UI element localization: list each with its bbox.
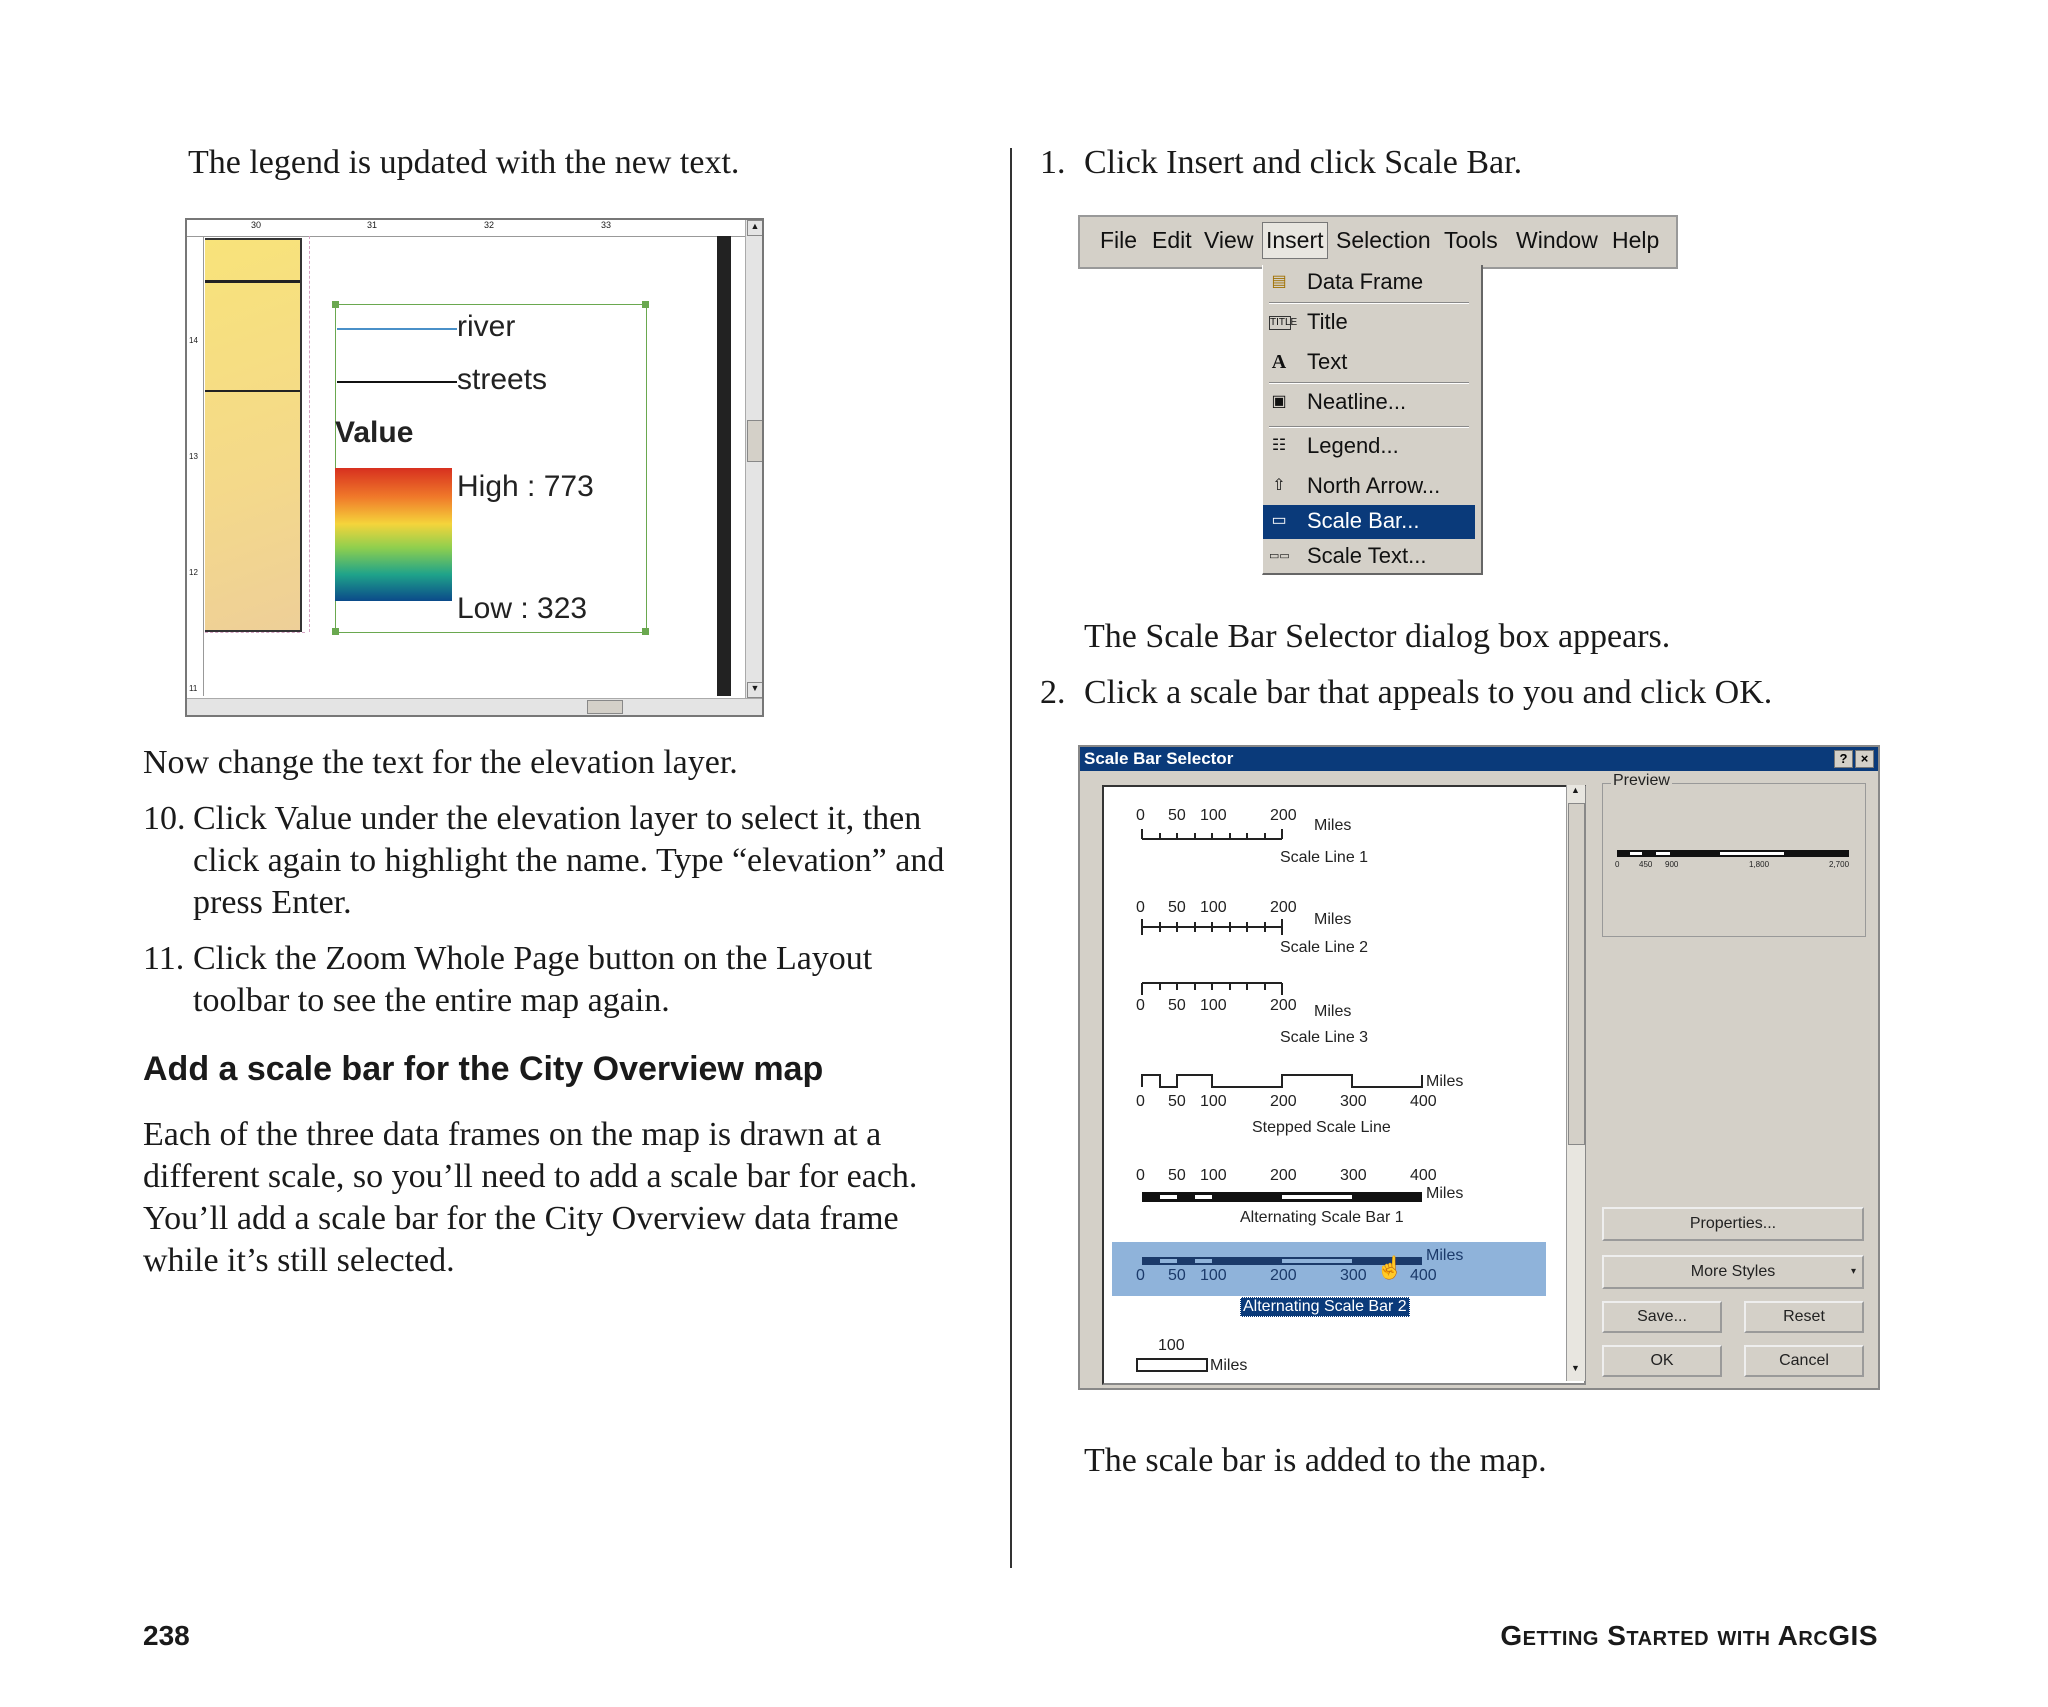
scale-bar-selector-dialog — [1078, 745, 1880, 1390]
help-icon[interactable]: ? — [1834, 750, 1853, 768]
step-line: click again to highlight the name. Type “elevation” and — [193, 842, 945, 879]
tick-label: 0 — [1136, 1093, 1145, 1110]
river-symbol — [337, 328, 457, 330]
step-11 — [143, 938, 1003, 1028]
tick-label: 200 — [1270, 997, 1297, 1014]
body-line: Each of the three data frames on the map is drawn at a — [143, 1116, 882, 1153]
ok-button[interactable]: OK — [1602, 1345, 1722, 1377]
elevation-map-area — [205, 238, 302, 632]
tick-label: 100 — [1200, 1093, 1227, 1110]
tick-label: 50 — [1168, 1267, 1186, 1284]
legend-item-river: river — [457, 310, 516, 343]
ruler-tick: 32 — [484, 220, 495, 230]
menu-item-scale-text[interactable]: ▭▭ Scale Text... — [1269, 543, 1427, 568]
horizontal-scrollbar[interactable] — [187, 698, 762, 715]
body-line: while it’s still selected. — [143, 1242, 455, 1279]
menu-insert[interactable]: Insert — [1262, 222, 1328, 259]
step-10 — [143, 798, 1003, 928]
menu-selection[interactable]: Selection — [1336, 227, 1431, 253]
insert-dropdown — [1262, 265, 1483, 575]
preview-tick: 900 — [1665, 860, 1679, 869]
column-divider — [1010, 148, 1012, 1568]
tick-label: 0 — [1136, 899, 1145, 916]
ruler-tick: 14 — [189, 336, 198, 345]
unit-label: Miles — [1314, 1003, 1352, 1020]
ruler-tick: 11 — [189, 684, 198, 693]
tick-label: 0 — [1136, 997, 1145, 1014]
tick-label: 50 — [1168, 899, 1186, 916]
step-line: toolbar to see the entire map again. — [193, 982, 670, 1019]
scale-bar-name[interactable]: Scale Line 3 — [1280, 1029, 1369, 1046]
neatline-icon: ▣ — [1271, 393, 1287, 410]
preview-tick: 450 — [1639, 860, 1653, 869]
more-styles-button[interactable]: More Styles ▾ — [1602, 1255, 1864, 1289]
top-ruler — [187, 220, 745, 237]
scale-bar-name-selected[interactable]: Alternating Scale Bar 2 — [1240, 1297, 1410, 1317]
preview-label: Preview — [1613, 772, 1670, 789]
preview-tick: 2,700 — [1829, 860, 1850, 869]
scroll-up-icon[interactable]: ▲ — [1571, 785, 1580, 795]
after-menu-text: The Scale Bar Selector dialog box appears. — [1084, 618, 1671, 655]
ruler-tick: 13 — [189, 452, 198, 461]
unit-label: Miles — [1426, 1185, 1464, 1202]
dialog-titlebar — [1080, 747, 1878, 771]
preview-tick: 0 — [1615, 860, 1620, 869]
ruler-tick: 30 — [251, 220, 262, 230]
unit-label: Miles — [1426, 1247, 1464, 1264]
unit-label: Miles — [1426, 1073, 1464, 1090]
menu-item-legend[interactable]: ☷ Legend... — [1263, 430, 1475, 464]
step-2 — [1040, 672, 1940, 716]
scale-bar-name[interactable]: Scale Line 2 — [1280, 939, 1369, 956]
legend-high-label: High : 773 — [457, 470, 594, 503]
legend-caption: The legend is updated with the new text. — [188, 144, 740, 181]
tick-label: 50 — [1168, 1167, 1186, 1184]
menu-window[interactable]: Window — [1516, 227, 1598, 253]
page-number: 238 — [143, 1620, 190, 1651]
scale-text-icon: ▭▭ — [1269, 550, 1290, 562]
streets-symbol — [337, 381, 457, 383]
section-heading: Add a scale bar for the City Overview map — [143, 1050, 824, 1088]
menu-file[interactable]: File — [1100, 227, 1138, 253]
tick-label: 200 — [1270, 1093, 1297, 1110]
ruler-tick: 12 — [189, 568, 198, 577]
scroll-thumb[interactable] — [747, 420, 763, 462]
intro-text: Now change the text for the elevation layer. — [143, 744, 738, 781]
ruler-tick: 31 — [367, 220, 378, 230]
tick-label: 100 — [1200, 1167, 1227, 1184]
tick-label: 100 — [1200, 807, 1227, 824]
scroll-up-icon[interactable]: ▲ — [747, 220, 763, 236]
reset-button[interactable]: Reset — [1744, 1301, 1864, 1333]
cancel-button[interactable]: Cancel — [1744, 1345, 1864, 1377]
menu-item-title[interactable]: TITLE Title — [1270, 309, 1348, 334]
color-ramp — [335, 468, 452, 601]
close-icon[interactable]: × — [1855, 750, 1874, 768]
step-line: press Enter. — [193, 884, 352, 921]
text-icon: A — [1271, 351, 1287, 373]
tick-label: 300 — [1340, 1167, 1367, 1184]
dropdown-arrow-icon: ▾ — [1850, 1266, 1856, 1277]
scale-bar-icon: ▭ — [1271, 512, 1287, 529]
selection-handle[interactable] — [332, 301, 339, 308]
scale-bar-name[interactable]: Scale Line 1 — [1280, 849, 1369, 866]
tick-label: 100 — [1158, 1337, 1185, 1354]
step-number: 11. — [143, 940, 185, 977]
preview-panel — [1602, 772, 1866, 937]
menu-item-neatline[interactable]: ▣ Neatline... — [1263, 386, 1475, 420]
tick-label: 200 — [1270, 1167, 1297, 1184]
body-paragraph — [143, 1114, 917, 1282]
legend-low-label: Low : 323 — [457, 592, 588, 625]
properties-button[interactable]: Properties... — [1602, 1207, 1864, 1241]
left-ruler — [187, 236, 204, 696]
scale-bar-name[interactable]: Stepped Scale Line — [1252, 1119, 1391, 1136]
scroll-down-icon[interactable]: ▼ — [747, 682, 763, 698]
legend-icon: ☷ — [1271, 437, 1287, 454]
data-frame-icon: ▤ — [1271, 273, 1287, 290]
body-line: different scale, so you’ll need to add a scale bar for each. — [143, 1158, 918, 1195]
tick-label: 0 — [1136, 807, 1145, 824]
scroll-thumb[interactable] — [1568, 803, 1585, 1145]
tick-label: 400 — [1410, 1093, 1437, 1110]
closing-text: The scale bar is added to the map. — [1084, 1442, 1547, 1479]
step-line: Click the Zoom Whole Page button on the Layout — [193, 940, 873, 977]
legend-figure — [185, 218, 764, 717]
scale-bar-list[interactable] — [1102, 785, 1586, 1385]
tick-label: 0 — [1136, 1267, 1145, 1284]
book-title: Getting Started with ArcGIS — [1500, 1620, 1878, 1651]
tick-label: 50 — [1168, 1093, 1186, 1110]
menu-tools[interactable]: Tools — [1444, 227, 1498, 253]
tick-label: 300 — [1340, 1267, 1367, 1284]
preview-tick: 1,800 — [1749, 860, 1770, 869]
tick-label: 100 — [1200, 899, 1227, 916]
tick-label: 200 — [1270, 899, 1297, 916]
step-text: Click a scale bar that appeals to you and click OK. — [1084, 674, 1773, 711]
menu-view[interactable]: View — [1204, 227, 1254, 253]
tick-label: 400 — [1410, 1167, 1437, 1184]
save-button[interactable]: Save... — [1602, 1301, 1722, 1333]
north-arrow-icon: ⇧ — [1272, 477, 1286, 494]
body-line: You’ll add a scale bar for the City Overview data frame — [143, 1200, 899, 1237]
step-1 — [1040, 142, 1940, 186]
tick-label: 0 — [1136, 1167, 1145, 1184]
step-number: 1. — [1040, 144, 1066, 181]
scale-bar-samples — [1104, 787, 1584, 1383]
selection-handle[interactable] — [642, 628, 649, 635]
tick-label: 100 — [1200, 1267, 1227, 1284]
scale-bar-name[interactable]: Alternating Scale Bar 1 — [1240, 1209, 1404, 1226]
menu-item-text[interactable]: A Text — [1263, 346, 1475, 380]
tick-label: 100 — [1200, 997, 1227, 1014]
menu-item-scale-bar[interactable]: ▭ Scale Bar... — [1263, 505, 1475, 539]
hand-cursor-icon: ☝ — [1376, 1255, 1404, 1280]
tick-label: 400 — [1410, 1267, 1437, 1284]
legend-value-heading[interactable]: Value — [335, 416, 414, 449]
step-number: 10. — [143, 800, 186, 837]
unit-label: Miles — [1210, 1357, 1248, 1374]
dialog-title: Scale Bar Selector — [1084, 749, 1234, 768]
menu-item-north-arrow[interactable]: ⇧ North Arrow... — [1263, 470, 1475, 504]
scroll-down-icon[interactable]: ▼ — [1571, 1363, 1580, 1373]
step-number: 2. — [1040, 674, 1066, 711]
step-text: Click Insert and click Scale Bar. — [1084, 144, 1523, 181]
tick-label: 200 — [1270, 1267, 1297, 1284]
unit-label: Miles — [1314, 911, 1352, 928]
list-scrollbar[interactable] — [1566, 785, 1585, 1381]
unit-label: Miles — [1314, 817, 1352, 834]
legend-item-streets: streets — [457, 363, 548, 396]
hscroll-thumb[interactable] — [587, 700, 623, 714]
tick-label: 200 — [1270, 807, 1297, 824]
menu-item-data-frame[interactable]: ▤ Data Frame — [1263, 266, 1475, 300]
menu-edit[interactable]: Edit — [1152, 227, 1192, 253]
menu-help[interactable]: Help — [1612, 227, 1660, 253]
vertical-scrollbar[interactable] — [745, 220, 762, 698]
selection-handle[interactable] — [332, 628, 339, 635]
tick-label: 50 — [1168, 807, 1186, 824]
title-icon: TITLE — [1270, 317, 1298, 328]
selection-handle[interactable] — [642, 301, 649, 308]
tick-label: 300 — [1340, 1093, 1367, 1110]
tick-label: 50 — [1168, 997, 1186, 1014]
menu-bar — [1078, 215, 1678, 269]
ruler-tick: 33 — [601, 220, 612, 230]
page-edge — [717, 236, 731, 696]
step-line: Click Value under the elevation layer to select it, then — [193, 800, 922, 837]
